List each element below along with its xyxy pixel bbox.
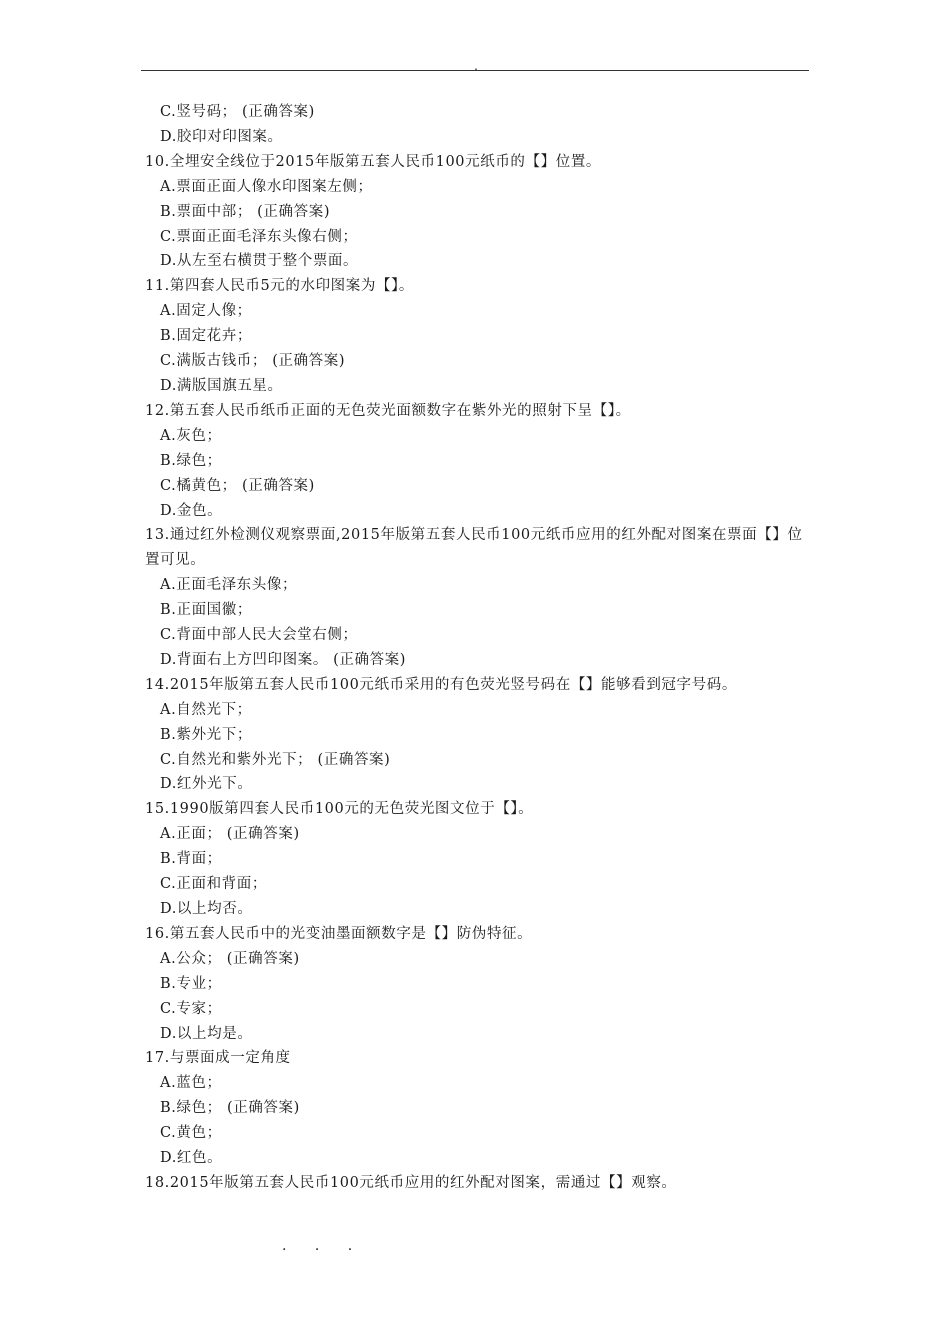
- answer-option: B.紫外光下；: [160, 726, 252, 743]
- answer-option: D.从左至右横贯于整个票面。: [160, 253, 359, 270]
- answer-option: B.票面中部； (正确答案): [160, 203, 331, 220]
- answer-option: B.专业；: [160, 975, 222, 992]
- answer-option: C.竖号码； (正确答案): [160, 104, 315, 120]
- answer-option: B.固定花卉；: [160, 328, 252, 345]
- answer-option: A.票面正面人像水印图案左侧；: [160, 178, 373, 195]
- answer-option: D.金色。: [160, 502, 223, 519]
- answer-option: A.蓝色；: [160, 1075, 222, 1092]
- answer-option: C.专家；: [160, 1000, 222, 1017]
- question-12: 12.第五套人民币纸币正面的无色荧光面额数字在紫外光的照射下呈【】。: [145, 402, 631, 419]
- question-14: 14.2015年版第五套人民币100元纸币采用的有色荧光竖号码在【】能够看到冠字号码。: [145, 676, 737, 693]
- answer-option: A.固定人像；: [160, 303, 252, 320]
- answer-option: D.背面右上方凹印图案。 (正确答案): [160, 651, 407, 668]
- answer-option: C.背面中部人民大会堂右侧；: [160, 627, 358, 644]
- answer-option: C.票面正面毛泽东头像右侧；: [160, 228, 358, 245]
- answer-option: A.公众； (正确答案): [160, 950, 300, 967]
- answer-option: C.自然光和紫外光下； (正确答案): [160, 751, 391, 768]
- answer-option: C.正面和背面；: [160, 876, 267, 893]
- answer-option: C.橘黄色； (正确答案): [160, 477, 315, 494]
- answer-option: B.绿色； (正确答案): [160, 1100, 300, 1117]
- header-dot: .: [474, 59, 478, 73]
- answer-option: D.胶印对印图案。: [160, 128, 283, 145]
- question-13: 13.通过红外检测仪观察票面,2015年版第五套人民币100元纸币应用的红外配对图案在票面【】位置可见。: [145, 527, 803, 569]
- answer-option: D.以上均是。: [160, 1025, 253, 1042]
- answer-option: D.红外光下。: [160, 776, 253, 793]
- answer-option: C.满版古钱币； (正确答案): [160, 353, 346, 370]
- answer-option: B.背面；: [160, 851, 222, 868]
- question-16: 16.第五套人民币中的光变油墨面额数字是【】防伪特征。: [145, 925, 533, 942]
- answer-option: A.正面； (正确答案): [160, 826, 300, 843]
- answer-option: B.绿色；: [160, 452, 222, 469]
- answer-option: B.正面国徽；: [160, 602, 252, 619]
- question-11: 11.第四套人民币5元的水印图案为【】。: [145, 278, 415, 295]
- answer-option: D.红色。: [160, 1150, 223, 1167]
- answer-option: A.自然光下；: [160, 701, 252, 718]
- header-rule: [141, 70, 809, 71]
- answer-option: C.黄色；: [160, 1125, 222, 1142]
- question-15: 15.1990版第四套人民币100元的无色荧光图文位于【】。: [145, 801, 534, 818]
- footer-dots: . . .: [282, 1238, 365, 1254]
- question-10: 10.全埋安全线位于2015年版第五套人民币100元纸币的【】位置。: [145, 153, 602, 170]
- document-body: [145, 100, 809, 1196]
- answer-option: D.以上均否。: [160, 901, 253, 917]
- question-17: 17.与票面成一定角度: [145, 1050, 291, 1067]
- question-18: 18.2015年版第五套人民币100元纸币应用的红外配对图案，需通过【】观察。: [145, 1174, 677, 1191]
- answer-option: A.灰色；: [160, 427, 222, 444]
- answer-option: A.正面毛泽东头像；: [160, 577, 298, 594]
- answer-option: D.满版国旗五星。: [160, 377, 283, 394]
